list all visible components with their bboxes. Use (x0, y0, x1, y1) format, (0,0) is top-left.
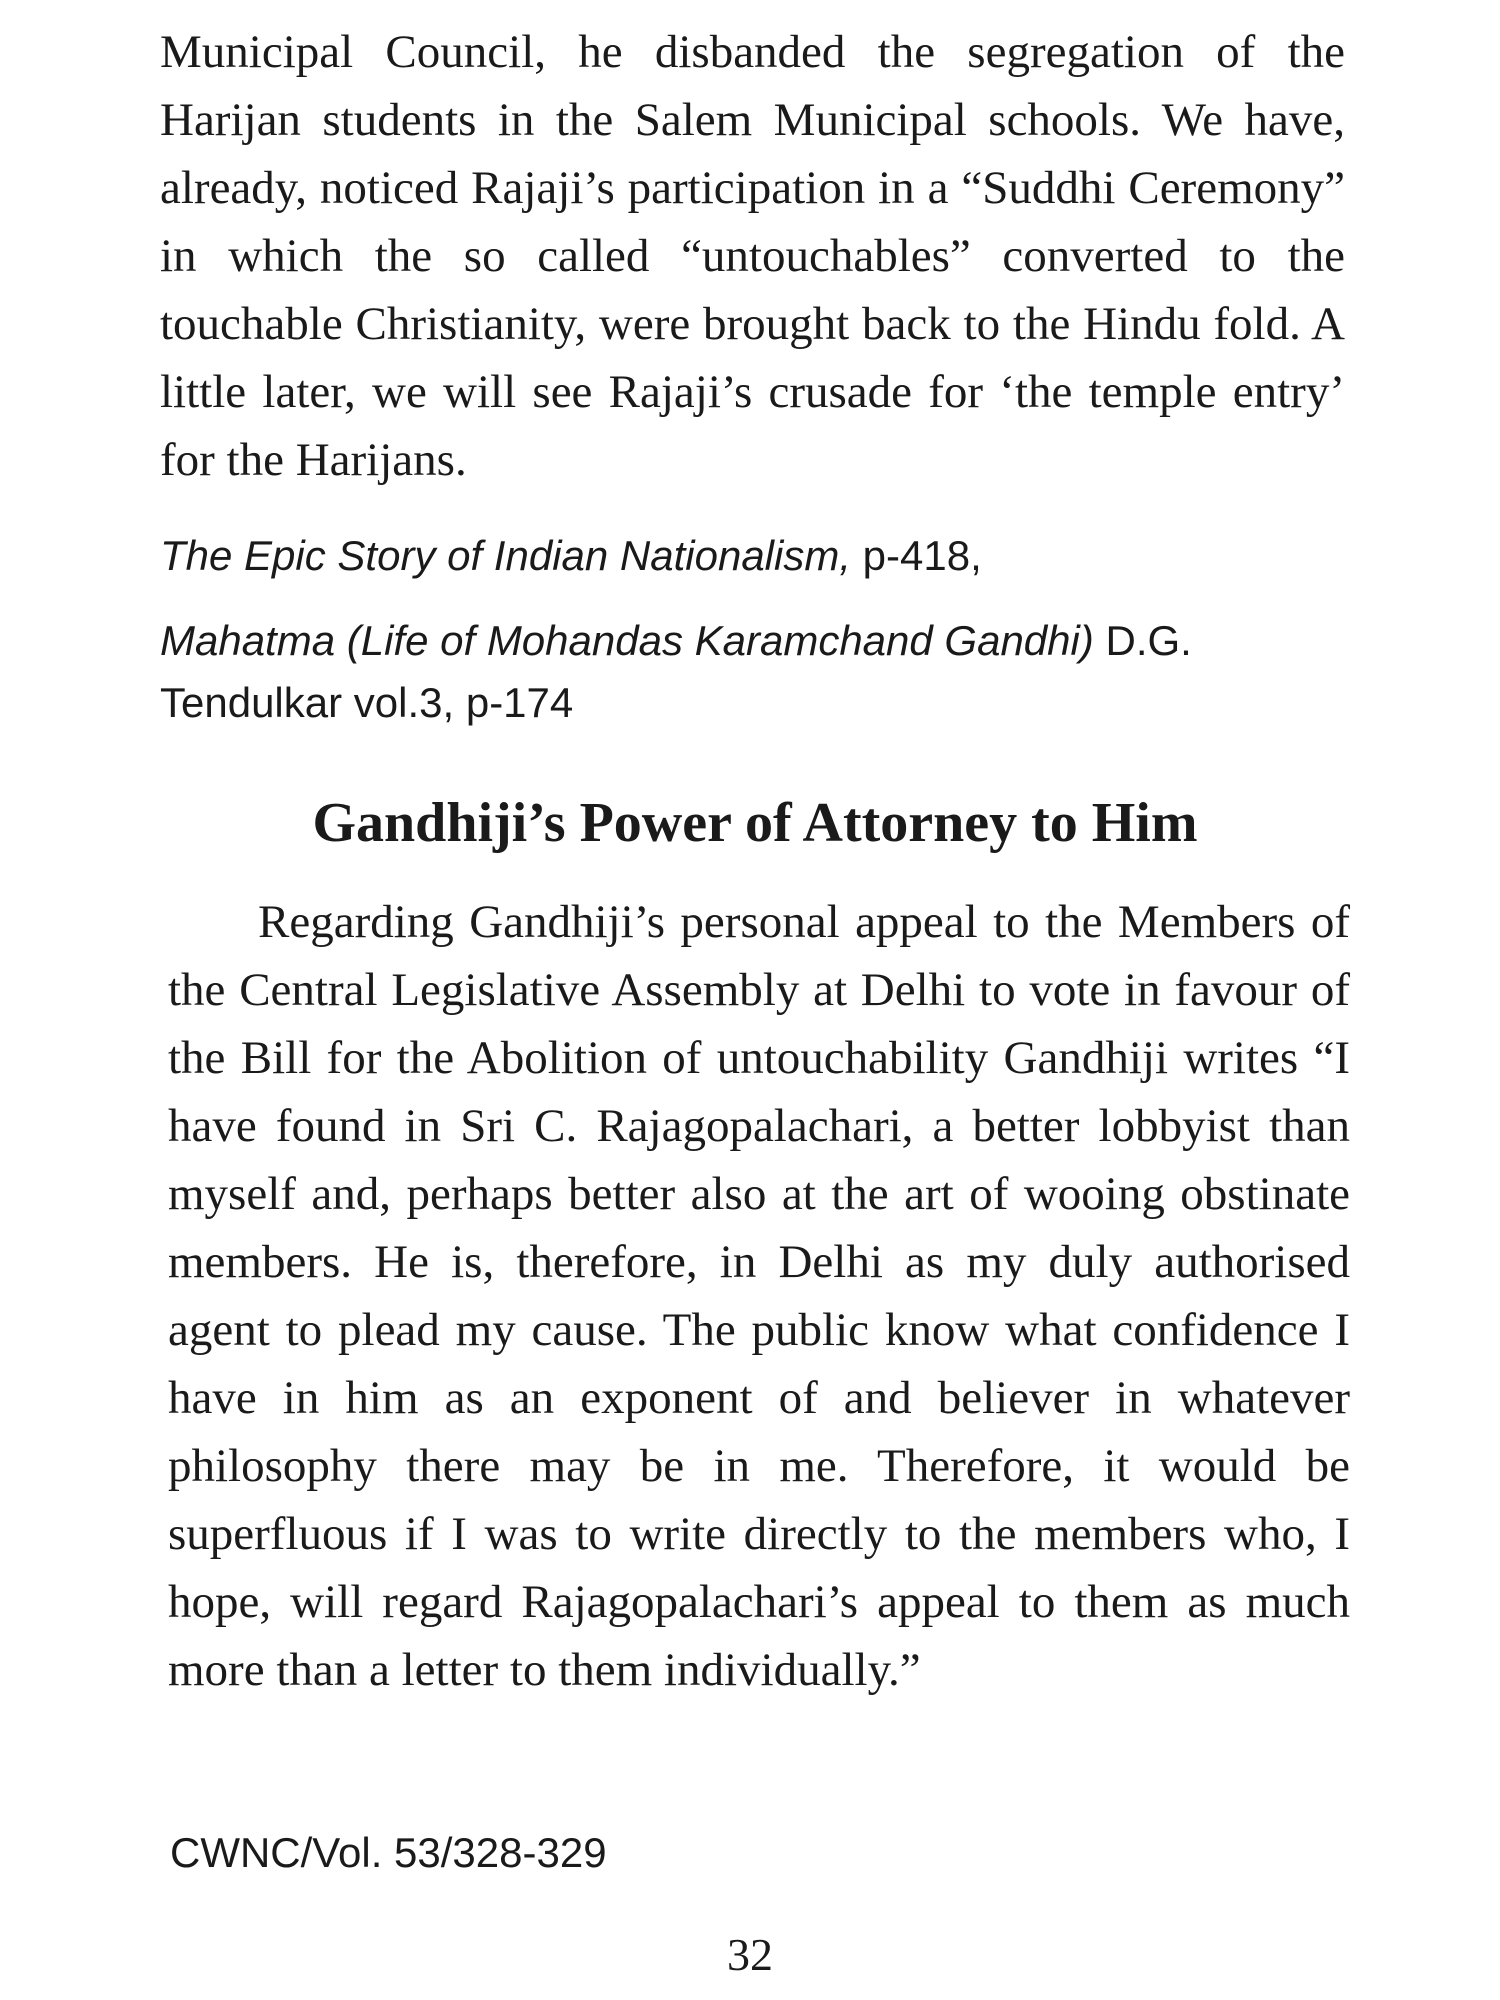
citation-mahatma-author: D.G. Tendulkar vol.3, p-174 (160, 617, 1192, 726)
page-number: 32 (727, 1929, 773, 1980)
paragraph-gandhiji-appeal: Regarding Gandhiji’s personal appeal to the Members of the Central Legislative Assembly at Delhi to vote in favour of the Bill for the Abolition of untouchability Gandhiji writes “I have found in Sri C. Rajagopalachari, a better lobbyist than myself and, perhaps better also at the art of wooing obstinate members. He is, therefore, in Delhi as my duly authorised agent to plead my cause. The public know what confidence I have in him as an exponent of and believer in whatever philosophy there may be in me. Therefore, it would be superfluous if I was to write directly to the members who, I hope, will regard Rajagopalachari’s appeal to them as much more than a letter to them individually.” (168, 896, 1350, 1696)
citation-mahatma-title: Mahatma (Life of Mohandas Karamchand Gandhi) (160, 617, 1094, 664)
paragraph-salem-council: Municipal Council, he disbanded the segregation of the Harijan students in the Salem Municipal schools. We have, already, noticed Rajaji’s participation in a “Suddhi Ceremony” in which the so called “untouchables” converted to the touchable Christianity, were brought back to the Hindu fold. A little later, we will see Rajaji’s crusade for ‘the temple entry’ for the Harijans. (160, 26, 1345, 486)
citation-epic-story (160, 525, 1345, 587)
citation-epic-story-title: The Epic Story of Indian Nationalism, (160, 532, 851, 579)
citation-mahatma (160, 610, 1345, 734)
citation-epic-story-page: p-418, (851, 532, 982, 579)
section-heading: Gandhiji’s Power of Attorney to Him (312, 792, 1198, 854)
citation-cwnc: CWNC/Vol. 53/328-329 (170, 1829, 607, 1876)
